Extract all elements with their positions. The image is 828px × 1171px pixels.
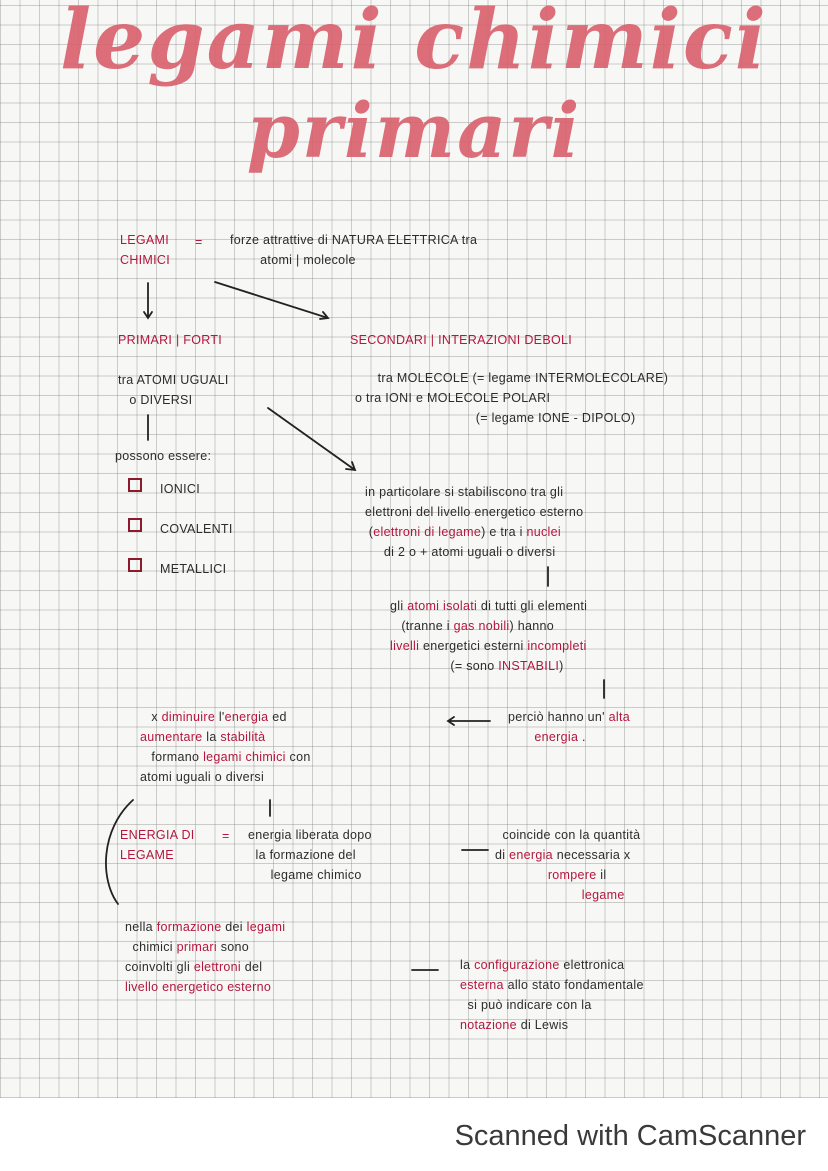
text: necessaria x [552,848,631,862]
note-ion [160,479,200,499]
text: coinvolti gli [125,960,194,974]
text: energetici esterni [419,639,528,653]
checkbox-metallici [128,558,142,572]
note-line [365,542,583,562]
text: METALLICI [160,562,227,576]
note-line [195,232,203,252]
highlighted-text: = [195,235,203,249]
note-line [350,330,572,350]
note-defr [230,230,477,270]
text: la [460,958,475,972]
note-line [495,885,640,905]
note-line [120,250,170,270]
text: gli [390,599,408,613]
note-line [390,616,587,636]
note-line [495,825,640,845]
note-line [460,975,644,995]
text [508,730,534,744]
note-line [125,977,285,997]
text: dei [221,920,247,934]
note-line [125,957,285,977]
note-line [508,727,630,747]
text: ) hanno [509,619,554,633]
note-line [390,596,587,616]
checkbox-covalenti [128,518,142,532]
text: (= sono [390,659,499,673]
note-line [120,230,170,250]
text: di [495,848,510,862]
highlighted-text: aumentare [140,730,203,744]
note-line [125,937,285,957]
text: nella [125,920,157,934]
note-line [140,747,311,767]
highlighted-text: LEGAME [120,848,174,862]
text: sono [216,940,250,954]
arrow-diagonal-icon [215,282,328,319]
text: ( [365,525,374,539]
note-line [230,230,477,250]
text: (= legame IONE - DIPOLO) [355,411,636,425]
text: x [140,710,162,724]
text: forze attrattive di NATURA ELETTRICA tra [230,233,478,247]
note-line [248,865,372,885]
note-line [365,482,583,502]
note-line [460,1015,644,1035]
note-line [160,559,226,579]
highlighted-text: esterna [460,978,504,992]
note-line [355,388,668,408]
note-line [160,519,233,539]
text: COVALENTI [160,522,233,536]
highlighted-text: incompleti [527,639,587,653]
note-line [495,865,640,885]
note-isol [390,596,587,676]
note-nel [125,917,285,997]
highlighted-text: atomi isolati [407,599,478,613]
text: o tra IONI e MOLECOLE POLARI [355,391,551,405]
highlighted-text: elettroni di legame [373,525,482,539]
note-line [230,250,477,270]
note-line [140,707,311,727]
note-line [390,636,587,656]
text: di Lewis [516,1018,569,1032]
highlighted-text: notazione [460,1018,517,1032]
highlighted-text: legami [246,920,286,934]
highlighted-text: diminuire [161,710,216,724]
note-poss [115,446,211,466]
text: si può indicare con la [460,998,592,1012]
highlighted-text: livelli [390,639,420,653]
note-line [160,479,200,499]
note-cov [160,519,233,539]
arrow-down-icon [144,283,152,318]
checkbox-ionici [128,478,142,492]
note-conf [460,955,644,1035]
text: di 2 o + atomi uguali o diversi [365,545,556,559]
text: o DIVERSI [118,393,193,407]
highlighted-text: livello energetico esterno [125,980,272,994]
highlighted-text: formazione [156,920,222,934]
text: la formazione del [248,848,356,862]
note-line [120,845,195,865]
title-line-2: primari [246,86,582,175]
note-line [120,825,195,845]
highlighted-text: gas nobili [453,619,510,633]
text: formano [140,750,204,764]
text: con [285,750,311,764]
highlighted-text: configurazione [474,958,560,972]
text: elettronica [559,958,625,972]
text: possono essere: [115,449,212,463]
highlighted-text: elettroni [193,960,241,974]
highlighted-text: SECONDARI | INTERAZIONI DEBOLI [350,333,573,347]
highlighted-text: energia [509,848,553,862]
note-line [365,502,583,522]
note-part [365,482,583,562]
highlighted-text: CHIMICI [120,253,171,267]
note-line [355,408,668,428]
note-def [120,230,170,270]
note-line [365,522,583,542]
note-perc [508,707,630,747]
text: allo stato fondamentale [503,978,644,992]
highlighted-text: legame [581,888,625,902]
text: perciò hanno un' [508,710,609,724]
note-line [115,446,211,466]
text [495,868,548,882]
highlighted-text: INSTABILI [498,659,560,673]
text: ) e tra i [481,525,527,539]
note-line [460,955,644,975]
text: tra ATOMI UGUALI [118,373,229,387]
note-line [390,656,587,676]
text: del [240,960,263,974]
highlighted-text: primari [176,940,217,954]
note-line [355,368,668,388]
note-line [140,767,311,787]
note-line [248,845,372,865]
note-enr [248,825,372,885]
highlighted-text: = [222,829,230,843]
arrow-left-icon [448,717,490,725]
note-eq1 [195,232,203,252]
highlighted-text: PRIMARI | FORTI [118,333,223,347]
text: elettroni del livello energetico esterno [365,505,584,519]
highlighted-text: alta [608,710,630,724]
note-sectxt [355,368,668,428]
highlighted-text: rompere [547,868,597,882]
highlighted-text: LEGAMI [120,233,170,247]
highlighted-text: nuclei [526,525,561,539]
note-line [118,330,222,350]
highlighted-text: energia [224,710,269,724]
text: ed [268,710,287,724]
text: chimici [125,940,177,954]
highlighted-text: ENERGIA DI [120,828,195,842]
note-line [460,995,644,1015]
note-sec [350,330,572,350]
note-line [508,707,630,727]
note-coin [495,825,640,905]
text [495,888,582,902]
text: l' [215,710,225,724]
note-line [118,370,229,390]
text: energia liberata dopo [248,828,372,842]
note-line [222,826,230,846]
text: tra MOLECOLE (= legame INTERMOLECOLARE) [355,371,669,385]
text: coincide con la quantità [495,828,641,842]
note-line [248,825,372,845]
note-line [118,390,229,410]
note-eq2 [222,826,230,846]
text: legame chimico [248,868,362,882]
highlighted-text: legami chimici [203,750,286,764]
highlighted-text: energia [534,730,579,744]
note-line [495,845,640,865]
text: (tranne i [390,619,454,633]
note-primtxt [118,370,229,410]
note-prim [118,330,222,350]
highlighted-text: stabilità [220,730,266,744]
text: ) [559,659,564,673]
text: in particolare si stabiliscono tra gli [365,485,564,499]
text: la [202,730,221,744]
text: . [578,730,586,744]
title-line-1: legami chimici [60,0,768,88]
text: atomi | molecole [230,253,356,267]
text: di tutti gli elementi [477,599,588,613]
note-dimi [140,707,311,787]
note-met [160,559,226,579]
text: atomi uguali o diversi [140,770,265,784]
text: il [596,868,607,882]
scanner-watermark: Scanned with CamScanner [454,1120,806,1152]
note-line [125,917,285,937]
note-en [120,825,195,865]
arrow-diagonal-icon [268,408,355,470]
note-line [140,727,311,747]
text: IONICI [160,482,200,496]
